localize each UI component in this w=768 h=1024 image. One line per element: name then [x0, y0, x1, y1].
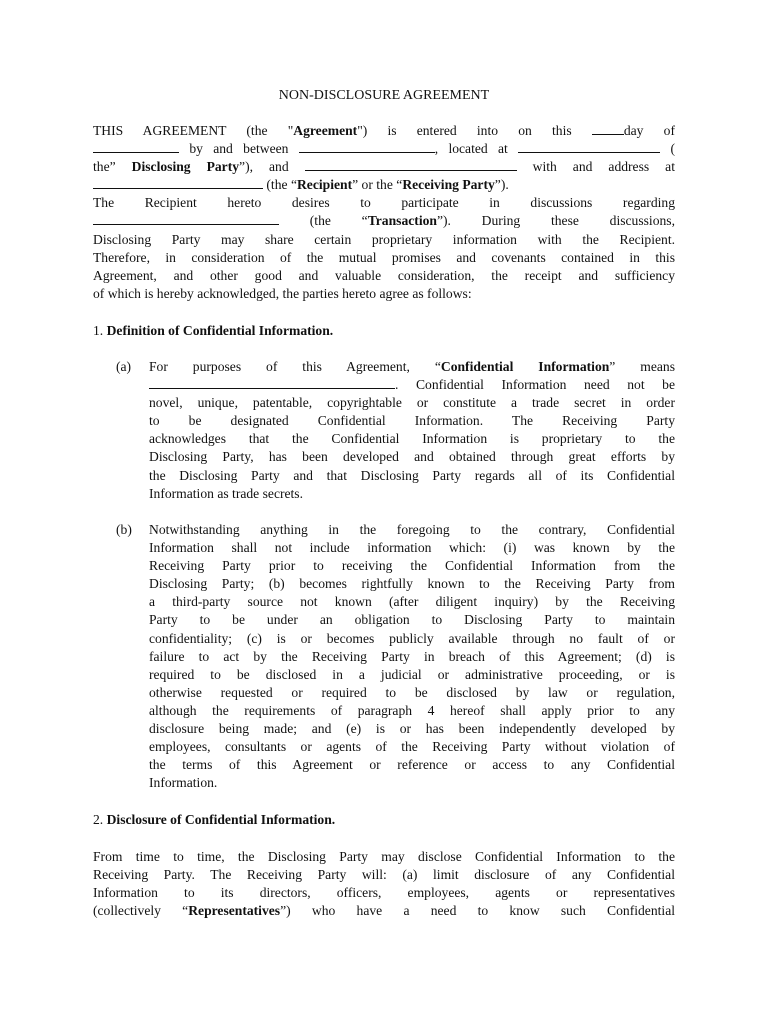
clause-line: Receiving Party prior to receiving the Confidential Information from the [149, 558, 675, 574]
address-blank [93, 176, 263, 189]
section-1-heading: 1. Definition of Confidential Information. [93, 323, 334, 338]
intro-line: by and between , located at ( [93, 140, 675, 158]
clause-line: the terms of this Agreement or reference or access to any Confidential [149, 757, 675, 773]
intro-line: the” Disclosing Party”), and with and address at [93, 159, 675, 175]
document-title: NON-DISCLOSURE AGREEMENT [278, 88, 490, 103]
clause-line: required to be disclosed in a judicial or administrative proceeding, or is [149, 666, 675, 682]
intro-line: (the “Recipient” or the “Receiving Party”). [93, 176, 675, 194]
day-blank [592, 122, 624, 135]
clause-line: failure to act by the Receiving Party in breach of this Agreement; (d) is [149, 648, 675, 664]
clause-line: the Disclosing Party and that Disclosing Party regards all of its Confidential [149, 467, 675, 483]
intro-line: of which is hereby acknowledged, the parties hereto agree as follows: [93, 285, 472, 301]
clause-line: employees, consultants or agents of the Receiving Party without violation of [149, 739, 675, 755]
clause-line: novel, unique, patentable, copyrightable or constitute a trade secret in order [149, 395, 675, 411]
definition-blank [149, 376, 395, 389]
clause-line: Disclosing Party, has been developed and obtained through great efforts by [149, 449, 675, 465]
clause-line: Notwithstanding anything in the foregoing to the contrary, Confidential [149, 522, 675, 537]
transaction-blank [93, 212, 279, 225]
date-blank [93, 140, 179, 153]
clause-1b-marker: (b) [116, 522, 132, 537]
clause-1b [149, 521, 675, 792]
intro-paragraph [93, 122, 675, 303]
clause-line: Information. [149, 775, 218, 791]
intro-line: THIS AGREEMENT (the "Agreement") is entered into on this day of [93, 123, 675, 138]
clause-line: . Confidential Information need not be [149, 376, 675, 394]
section-2-paragraph [93, 848, 675, 920]
intro-line: The Recipient hereto desires to participate in discussions regarding [93, 195, 675, 211]
paragraph-line: From time to time, the Disclosing Party may disclose Confidential Information to the [93, 849, 675, 864]
clause-1a-marker: (a) [116, 359, 132, 374]
clause-line: a third-party source not known (after diligent inquiry) by the Receiving [149, 594, 675, 610]
clause-line: confidentiality; (c) is or becomes publicly available through no fault of or [149, 630, 675, 646]
clause-line: Party to be under an obligation to Disclosing Party to maintain [149, 612, 675, 628]
intro-line: Disclosing Party may share certain proprietary information with the Recipient. [93, 231, 675, 247]
clause-line: Information shall not include information which: (i) was known by the [149, 540, 675, 556]
intro-line: Agreement, and other good and valuable consideration, the receipt and sufficiency [93, 267, 675, 283]
clause-line: Disclosing Party; (b) becomes rightfully known to the Receiving Party from [149, 576, 675, 592]
clause-line: disclosure being made; and (e) is or has been independently developed by [149, 721, 675, 737]
clause-line: acknowledges that the Confidential Information is proprietary to the [149, 431, 675, 447]
clause-line: although the requirements of paragraph 4 hereof shall apply prior to any [149, 702, 675, 718]
clause-line: Information as trade secrets. [149, 485, 303, 501]
recipient-blank [305, 158, 517, 171]
paragraph-line: Information to its directors, officers, employees, agents or representatives [93, 885, 675, 901]
clause-line: otherwise requested or required to be disclosed by law or regulation, [149, 684, 675, 700]
clause-line: to be designated Confidential Information. The Receiving Party [149, 413, 675, 429]
section-2-heading: 2. Disclosure of Confidential Information. [93, 812, 336, 827]
disclosing-party-blank [299, 140, 435, 153]
intro-line: (the “Transaction”). During these discussions, [93, 212, 675, 230]
paragraph-line: Receiving Party. The Receiving Party will: (a) limit disclosure of any Confidential [93, 867, 675, 883]
clause-1a [149, 358, 675, 503]
location-blank [518, 140, 660, 153]
intro-line: Therefore, in consideration of the mutual promises and covenants contained in this [93, 249, 675, 265]
clause-line: For purposes of this Agreement, “Confidential Information” means [149, 359, 675, 374]
paragraph-line: (collectively “Representatives”) who have a need to know such Confidential [93, 903, 675, 919]
